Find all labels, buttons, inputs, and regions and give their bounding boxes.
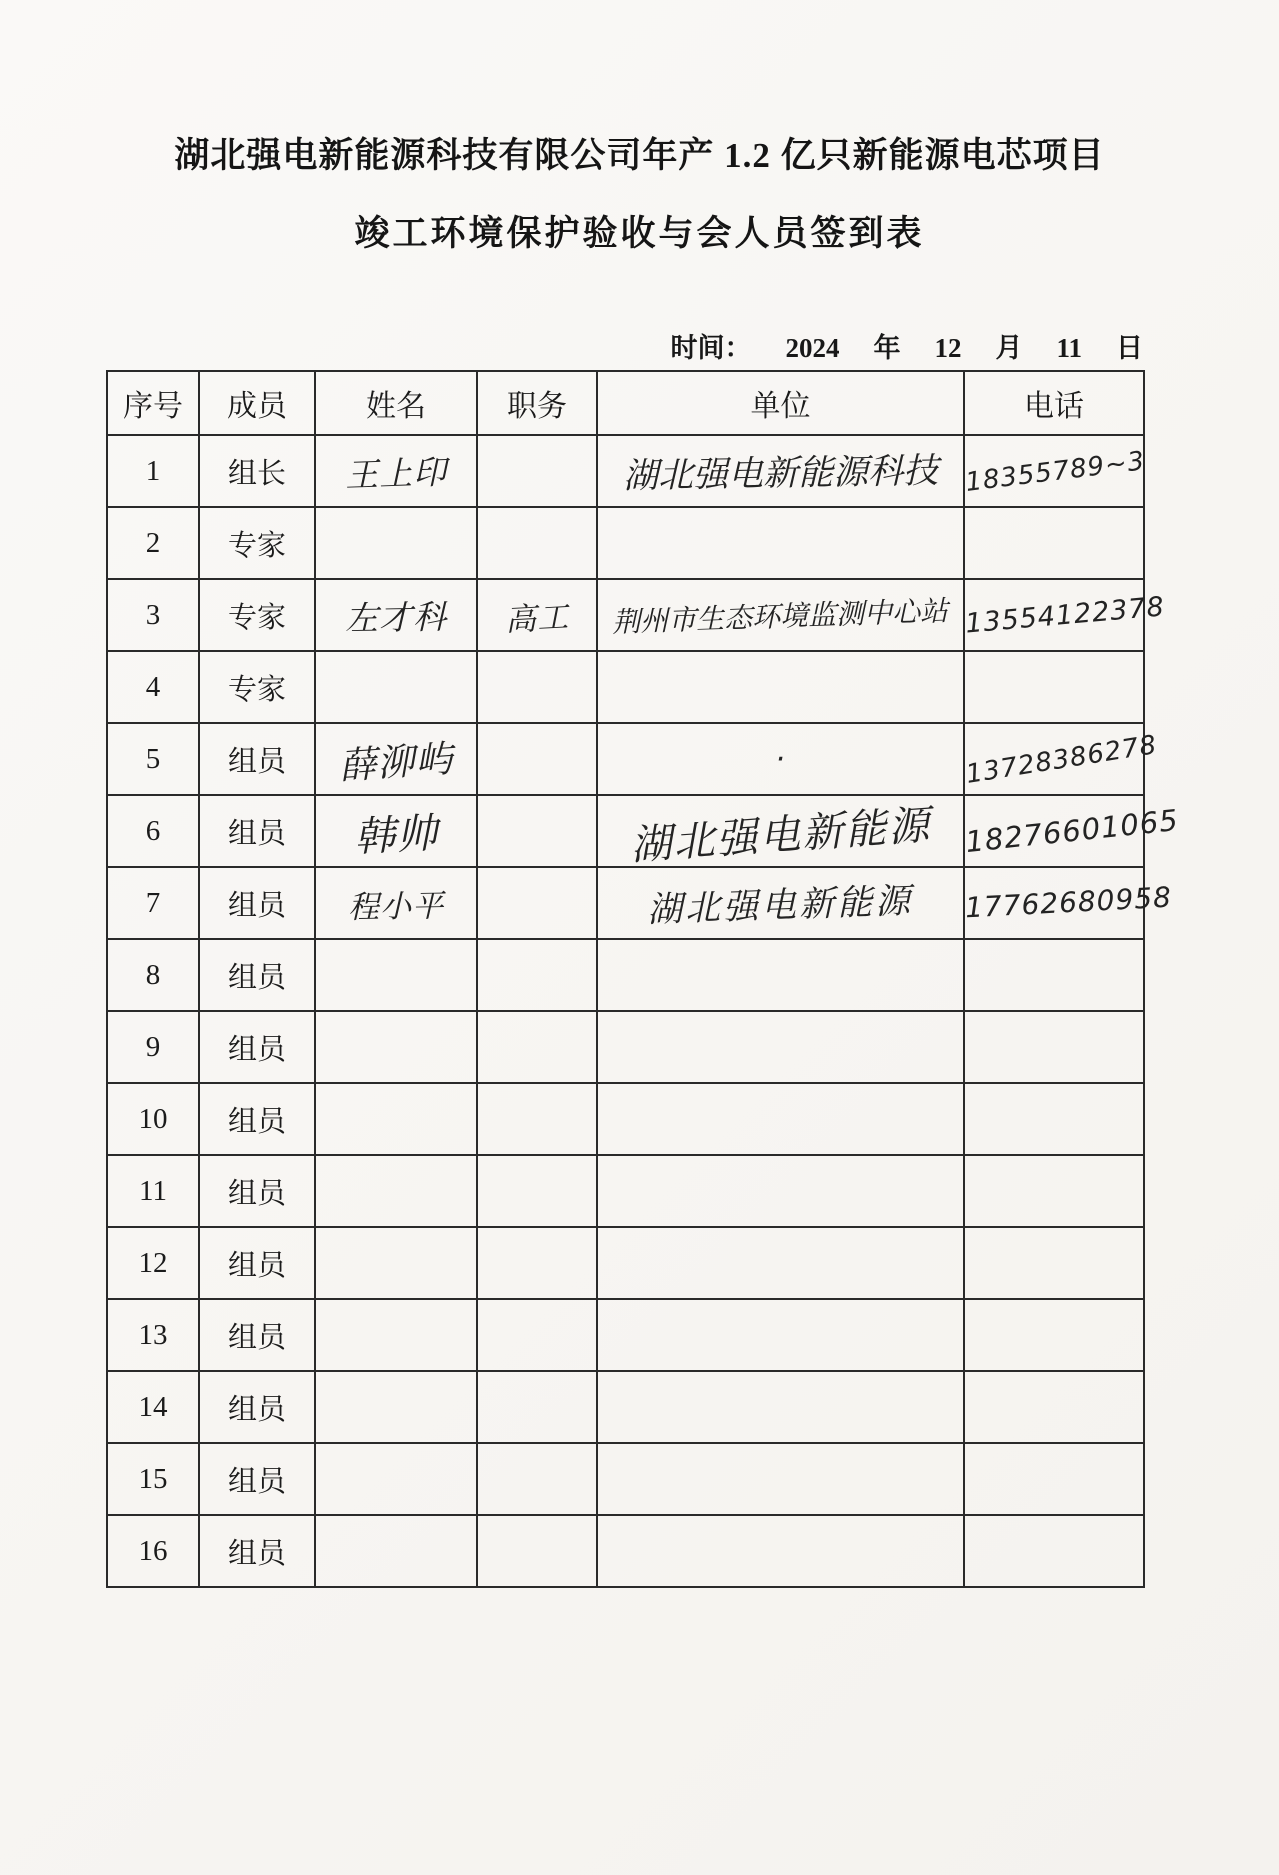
page-title-line1: 湖北强电新能源科技有限公司年产 1.2 亿只新能源电芯项目 bbox=[174, 136, 1105, 175]
cell-name: 左才科 bbox=[315, 579, 477, 651]
cell-phone bbox=[964, 507, 1144, 579]
cell-phone bbox=[964, 651, 1144, 723]
date-line bbox=[670, 326, 1143, 365]
cell-unit bbox=[597, 651, 964, 723]
cell-name: 王上印 bbox=[315, 435, 477, 507]
date-day-unit: 日 bbox=[1116, 333, 1143, 363]
cell-name bbox=[315, 1515, 477, 1587]
cell-name: 韩帅 bbox=[315, 795, 477, 867]
cell-no: 15 bbox=[107, 1443, 199, 1515]
cell-name bbox=[315, 1371, 477, 1443]
cell-role: 组员 bbox=[199, 1155, 315, 1227]
header-cell-phone: 电话 bbox=[964, 371, 1144, 435]
header-cell-role: 成员 bbox=[199, 371, 315, 435]
header-cell-unit: 单位 bbox=[597, 371, 964, 435]
header-cell-no: 序号 bbox=[107, 371, 199, 435]
cell-name bbox=[315, 1299, 477, 1371]
cell-name bbox=[315, 1443, 477, 1515]
cell-position bbox=[477, 1299, 597, 1371]
cell-no: 10 bbox=[107, 1083, 199, 1155]
cell-position: 高工 bbox=[477, 579, 597, 651]
cell-name bbox=[315, 507, 477, 579]
table-row bbox=[107, 1227, 1144, 1299]
cell-no: 1 bbox=[107, 435, 199, 507]
signin-table-header bbox=[107, 371, 1144, 435]
cell-role: 专家 bbox=[199, 651, 315, 723]
cell-role: 组员 bbox=[199, 1299, 315, 1371]
table-row bbox=[107, 723, 1144, 795]
cell-position bbox=[477, 1155, 597, 1227]
cell-role: 组员 bbox=[199, 1371, 315, 1443]
cell-unit bbox=[597, 1083, 964, 1155]
cell-phone bbox=[964, 1443, 1144, 1515]
cell-role: 专家 bbox=[199, 507, 315, 579]
cell-name bbox=[315, 1227, 477, 1299]
cell-position bbox=[477, 651, 597, 723]
table-row bbox=[107, 1083, 1144, 1155]
cell-name: 程小平 bbox=[315, 867, 477, 939]
cell-role: 组员 bbox=[199, 795, 315, 867]
cell-name: 薛泖屿 bbox=[315, 723, 477, 795]
cell-role: 组员 bbox=[199, 939, 315, 1011]
cell-name bbox=[315, 1155, 477, 1227]
date-month-unit: 月 bbox=[995, 333, 1023, 363]
cell-no: 12 bbox=[107, 1227, 199, 1299]
cell-phone bbox=[964, 1011, 1144, 1083]
table-row bbox=[107, 939, 1144, 1011]
date-month: 12 bbox=[934, 333, 962, 363]
date-label: 时间： bbox=[670, 333, 752, 363]
cell-position bbox=[477, 723, 597, 795]
table-row bbox=[107, 507, 1144, 579]
cell-phone: 18355789~3 bbox=[964, 435, 1144, 507]
cell-unit bbox=[597, 1011, 964, 1083]
cell-unit: 湖北强电新能源科技 bbox=[597, 435, 964, 507]
cell-position bbox=[477, 867, 597, 939]
cell-position bbox=[477, 1083, 597, 1155]
cell-role: 组员 bbox=[199, 1443, 315, 1515]
cell-name bbox=[315, 651, 477, 723]
cell-phone bbox=[964, 1371, 1144, 1443]
cell-role: 组员 bbox=[199, 1515, 315, 1587]
cell-role: 组员 bbox=[199, 1227, 315, 1299]
cell-name bbox=[315, 939, 477, 1011]
header-cell-name: 姓名 bbox=[315, 371, 477, 435]
cell-name bbox=[315, 1011, 477, 1083]
cell-unit bbox=[597, 1443, 964, 1515]
table-row bbox=[107, 1155, 1144, 1227]
cell-unit bbox=[597, 1371, 964, 1443]
table-row bbox=[107, 435, 1144, 507]
header-cell-position: 职务 bbox=[477, 371, 597, 435]
cell-position bbox=[477, 939, 597, 1011]
table-row bbox=[107, 1299, 1144, 1371]
cell-position bbox=[477, 435, 597, 507]
cell-unit bbox=[597, 1515, 964, 1587]
page-title-line2: 竣工环境保护验收与会人员签到表 bbox=[354, 214, 925, 253]
table-row bbox=[107, 1371, 1144, 1443]
cell-role: 组员 bbox=[199, 723, 315, 795]
cell-unit bbox=[597, 1227, 964, 1299]
table-row bbox=[107, 1011, 1144, 1083]
cell-name bbox=[315, 1083, 477, 1155]
cell-no: 9 bbox=[107, 1011, 199, 1083]
cell-position bbox=[477, 1515, 597, 1587]
cell-unit bbox=[597, 1299, 964, 1371]
signin-table-body bbox=[107, 435, 1181, 1587]
cell-unit: 荆州市生态环境监测中心站 bbox=[597, 579, 964, 651]
cell-unit: 湖北强电新能源 bbox=[597, 867, 964, 939]
cell-no: 14 bbox=[107, 1371, 199, 1443]
cell-no: 3 bbox=[107, 579, 199, 651]
cell-position bbox=[477, 1011, 597, 1083]
table-row bbox=[107, 795, 1144, 867]
header-row bbox=[107, 371, 1144, 435]
table-row bbox=[107, 579, 1144, 651]
cell-position bbox=[477, 795, 597, 867]
table-row bbox=[107, 1515, 1144, 1587]
table-row bbox=[107, 867, 1144, 939]
cell-position bbox=[477, 1227, 597, 1299]
cell-role: 组员 bbox=[199, 1011, 315, 1083]
date-year-unit: 年 bbox=[873, 333, 901, 363]
cell-no: 11 bbox=[107, 1155, 199, 1227]
table-row bbox=[107, 1443, 1144, 1515]
date-year: 2024 bbox=[785, 333, 840, 363]
cell-role: 组长 bbox=[199, 435, 315, 507]
cell-phone: 13554122378 bbox=[964, 579, 1144, 651]
cell-unit: · bbox=[597, 723, 964, 795]
cell-unit bbox=[597, 939, 964, 1011]
cell-no: 5 bbox=[107, 723, 199, 795]
cell-phone bbox=[964, 1083, 1144, 1155]
cell-role: 专家 bbox=[199, 579, 315, 651]
cell-no: 13 bbox=[107, 1299, 199, 1371]
cell-no: 6 bbox=[107, 795, 199, 867]
cell-phone bbox=[964, 1155, 1144, 1227]
cell-no: 2 bbox=[107, 507, 199, 579]
signin-table bbox=[106, 370, 1181, 1588]
cell-no: 16 bbox=[107, 1515, 199, 1587]
cell-phone bbox=[964, 1515, 1144, 1587]
cell-phone bbox=[964, 1227, 1144, 1299]
document-title bbox=[0, 128, 1279, 256]
cell-unit bbox=[597, 1155, 964, 1227]
cell-role: 组员 bbox=[199, 1083, 315, 1155]
cell-unit: 湖北强电新能源 bbox=[597, 795, 964, 867]
cell-no: 4 bbox=[107, 651, 199, 723]
table-row bbox=[107, 651, 1144, 723]
cell-unit bbox=[597, 507, 964, 579]
cell-no: 8 bbox=[107, 939, 199, 1011]
cell-phone: 17762680958 bbox=[964, 867, 1144, 939]
cell-role: 组员 bbox=[199, 867, 315, 939]
cell-phone: 18276601065 bbox=[964, 795, 1144, 867]
cell-position bbox=[477, 507, 597, 579]
cell-phone bbox=[964, 939, 1144, 1011]
cell-phone bbox=[964, 1299, 1144, 1371]
cell-no: 7 bbox=[107, 867, 199, 939]
cell-position bbox=[477, 1371, 597, 1443]
date-day: 11 bbox=[1056, 333, 1082, 363]
cell-phone: 13728386278 bbox=[964, 723, 1144, 795]
cell-position bbox=[477, 1443, 597, 1515]
